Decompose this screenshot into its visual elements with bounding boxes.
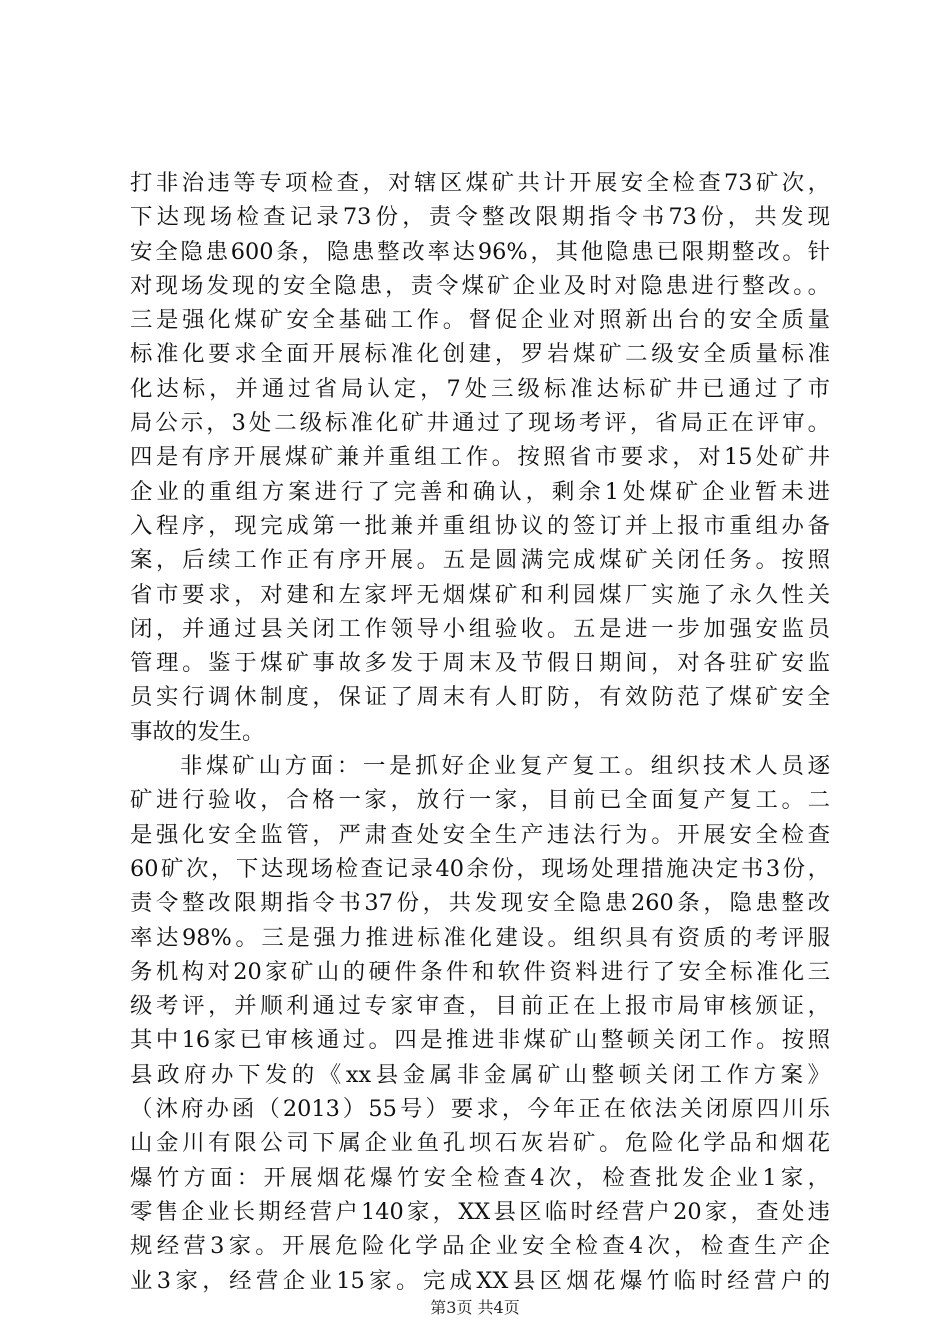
- text-line: 员实行调休制度，保证了周末有人盯防，有效防范了煤矿安全: [130, 684, 830, 711]
- text-line: 率达98%。三是强力推进标准化建设。组织具有资质的考评服: [130, 924, 830, 951]
- text-line: 是强化安全监管，严肃查处安全生产违法行为。开展安全检查: [130, 821, 830, 848]
- text-line: 规经营3家。开展危险化学品企业安全检查4次，检查生产企: [130, 1233, 830, 1260]
- text-line: 局公示，3处二级标准化矿井通过了现场考评，省局正在评审。: [130, 410, 830, 437]
- text-line: 级考评，并顺利通过专家审查，目前正在上报市局审核颁证，: [130, 993, 830, 1020]
- text-line: 闭，并通过县关闭工作领导小组验收。五是进一步加强安监员: [130, 615, 830, 642]
- text-line: 标准化要求全面开展标准化创建，罗岩煤矿二级安全质量标准: [130, 341, 830, 368]
- text-line: 爆竹方面：开展烟花爆竹安全检查4次，检查批发企业1家，: [130, 1164, 830, 1191]
- text-line: 事故的发生。: [130, 718, 265, 745]
- text-line: 60矿次，下达现场检查记录40余份，现场处理措施决定书3份，: [130, 855, 830, 882]
- text-line: 管理。鉴于煤矿事故多发于周末及节假日期间，对各驻矿安监: [130, 650, 830, 677]
- text-line: 省市要求，对建和左家坪无烟煤矿和利园煤厂实施了永久性关: [130, 581, 830, 608]
- page-number-footer: 第3页 共4页: [430, 1298, 520, 1317]
- text-line: 入程序，现完成第一批兼并重组协议的签订并上报市重组办备: [130, 512, 830, 539]
- text-line: 县政府办下发的《xx县金属非金属矿山整顿关闭工作方案》: [130, 1061, 830, 1088]
- text-line: （沐府办函（2013）55号）要求，今年正在依法关闭原四川乐: [130, 1096, 830, 1123]
- text-line: 对现场发现的安全隐患，责令煤矿企业及时对隐患进行整改。。: [130, 272, 830, 299]
- body-text: [130, 166, 830, 1298]
- text-line: 企业的重组方案进行了完善和确认，剩余1处煤矿企业暂未进: [130, 478, 830, 505]
- text-line: 安全隐患600条，隐患整改率达96%，其他隐患已限期整改。针: [130, 238, 830, 265]
- text-line: 零售企业长期经营户140家，XX县区临时经营户20家，查处违: [130, 1198, 830, 1225]
- text-line: 业3家，经营企业15家。完成XX县区烟花爆竹临时经营户的: [130, 1267, 830, 1294]
- text-line: 山金川有限公司下属企业鱼孔坝石灰岩矿。危险化学品和烟花: [130, 1130, 830, 1157]
- text-line: 打非治违等专项检查，对辖区煤矿共计开展安全检查73矿次，: [130, 170, 830, 196]
- text-line: 三是强化煤矿安全基础工作。督促企业对照新出台的安全质量: [130, 307, 830, 334]
- text-line: 其中16家已审核通过。四是推进非煤矿山整顿关闭工作。按照: [130, 1027, 830, 1054]
- text-line: 化达标，并通过省局认定，7处三级标准达标矿井已通过了市: [130, 375, 830, 402]
- text-line: 四是有序开展煤矿兼并重组工作。按照省市要求，对15处矿井: [130, 444, 830, 471]
- text-line: 下达现场检查记录73份，责令整改限期指令书73份，共发现: [130, 204, 830, 231]
- text-line: 责令整改限期指令书37份，共发现安全隐患260条，隐患整改: [130, 890, 830, 917]
- text-line: 务机构对20家矿山的硬件条件和软件资料进行了安全标准化三: [130, 958, 830, 985]
- text-line: 案，后续工作正有序开展。五是圆满完成煤矿关闭任务。按照: [130, 547, 830, 574]
- text-line: 非煤矿山方面：一是抓好企业复产复工。组织技术人员逐: [180, 753, 830, 780]
- text-line: 矿进行验收，合格一家，放行一家，目前已全面复产复工。二: [130, 787, 830, 814]
